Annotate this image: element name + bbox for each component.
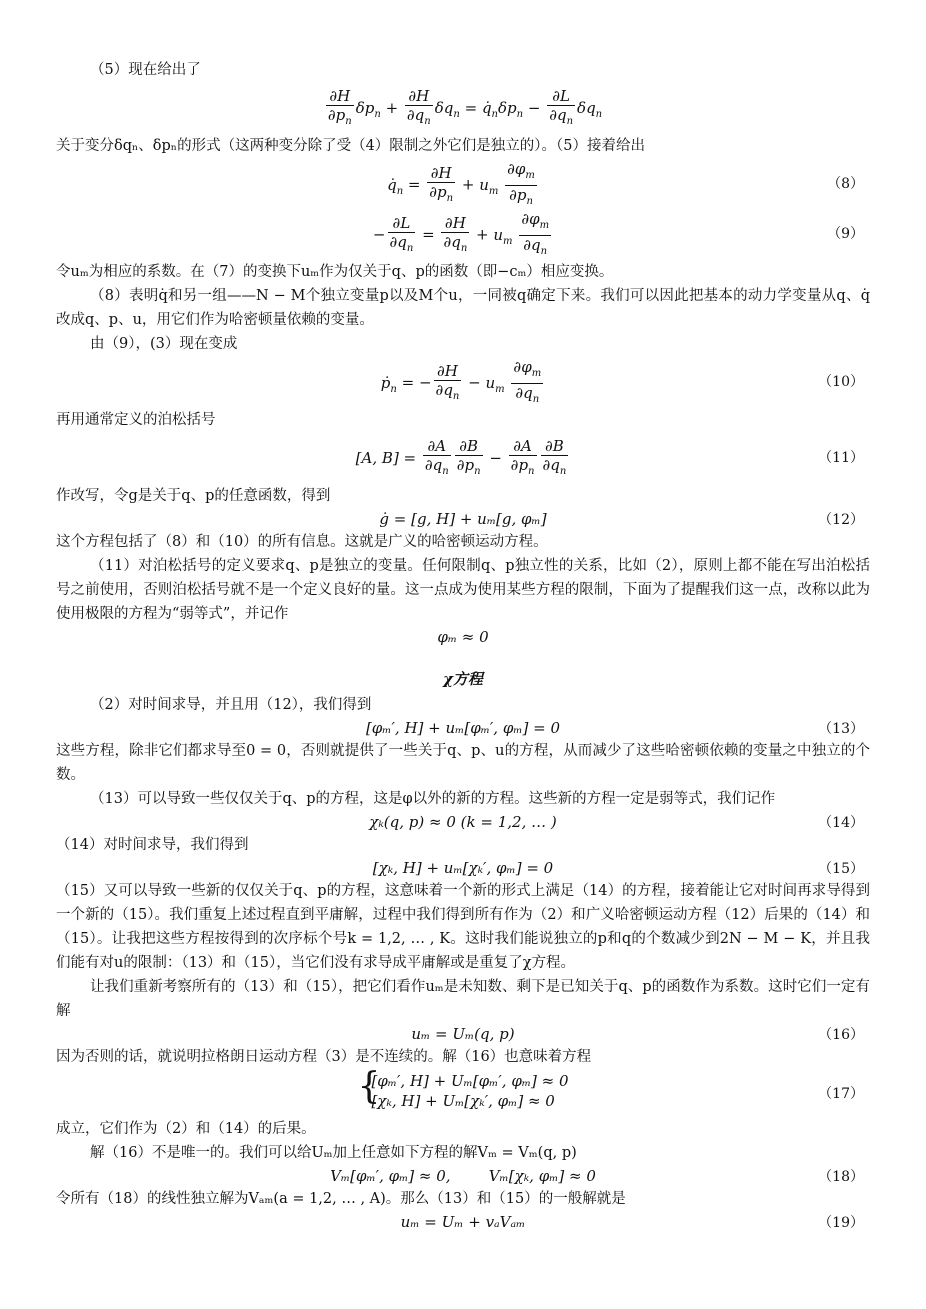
equation-number: （9） xyxy=(827,226,864,242)
paragraph: 令所有（18）的线性独立解为Vₐₘ(a = 1,2, … , A)。那么（13）和（15）的一般解就是 xyxy=(56,1191,626,1207)
equation-line: [χₖ, H] + Uₘ[χₖ′, φₘ] ≈ 0 xyxy=(371,1092,555,1110)
paragraph: （15）又可以导致一些新的仅仅关于q、p的方程，这意味着一个新的形式上满足（14）的方程，接着能让它对时间再求导得到一个新的（15）。我们重复上述过程直到平庸解，过程中我们得到所有作为（2）和广义哈密顿运动方程（12）后果的（14）和（15）。让我把这些方程按得到的次序标个号k = 1,2, … , K。这时我们能说独立的p和q的个数减少到2N − M − K，并且我们能有对u的限制：（13）和（15），当它们没有求导成平庸解或是重复了χ方程。 xyxy=(56,883,870,971)
equation-16 xyxy=(56,1025,870,1043)
equation-number: （8） xyxy=(827,176,864,192)
paragraph: 再用通常定义的泊松括号 xyxy=(56,412,216,428)
equation-line: { [φₘ′, H] + Uₘ[φₘ′, φₘ] ≈ 0 xyxy=(371,1072,569,1090)
paragraph: 成立，它们作为（2）和（14）的后果。 xyxy=(56,1121,316,1137)
paragraph: （13）可以导致一些仅仅关于q、p的方程，这是φ以外的新的方程。这些新的方程一定是弱等式，我们记作 xyxy=(90,791,776,807)
equation-19 xyxy=(56,1213,870,1231)
equation-number: （18） xyxy=(818,1169,864,1185)
paragraph: 让我们重新考察所有的（13）和（15），把它们看作uₘ是未知数、剩下是已知关于q、p的函数作为系数。这时它们一定有解 xyxy=(56,979,870,1019)
equation-text: Vₘ[φₘ′, φₘ] ≈ 0, Vₘ[χₖ, φₘ] ≈ 0 xyxy=(330,1167,596,1185)
equation-number: （10） xyxy=(818,374,864,390)
paragraph: （2）对时间求导，并且用（12），我们得到 xyxy=(90,697,372,713)
paragraph: 令uₘ为相应的系数。在（7）的变换下uₘ作为仅关于q、p的函数（即−cₘ）相应变换。 xyxy=(56,264,614,280)
paragraph: 解（16）不是唯一的。我们可以给Uₘ加上任意如下方程的解Vₘ = Vₘ(q, p) xyxy=(90,1145,577,1161)
equation-17 xyxy=(56,1071,870,1115)
equation-text: φₘ ≈ 0 xyxy=(437,628,489,646)
section-heading: χ方程 xyxy=(443,670,483,688)
paragraph: 这些方程，除非它们都求导至0 = 0，否则就提供了一些关于q、p、u的方程，从而减少了这些哈密顿依赖的变量之中独立的个数。 xyxy=(56,743,870,783)
paragraph: 由（9），(3）现在变成 xyxy=(90,336,238,352)
equation-number: （15） xyxy=(818,861,864,877)
equation-14 xyxy=(56,813,870,831)
equation-text: uₘ = Uₘ(q, p) xyxy=(411,1025,515,1043)
equation-15 xyxy=(56,859,870,877)
paragraph: 关于变分δqₙ、δpₙ的形式（这两种变分除了受（4）限制之外它们是独立的）。（5）接着给出 xyxy=(56,138,646,154)
equation-number: （19） xyxy=(818,1215,864,1231)
equation-variation: $\frac{\partial H}{\partial p_n}$ $\delta p_n$ + $\frac{\partial H}{\partial q_n}$ $\delta q_n$ = $q̇_n\delta p_n$ − $\frac{\partial L}{\partial q_n}$ $\delta q_n$ xyxy=(327,87,603,127)
equation-13 xyxy=(56,719,870,737)
equation-number: （11） xyxy=(818,450,864,466)
equation-18 xyxy=(56,1167,870,1185)
equation-11: [A, B] = $\frac{\partial A}{\partial q_n}$ $\frac{\partial B}{\partial p_n}$ − $\frac{\partial A}{\partial p_n}$ $\frac{\partial B}{\partial q_n}$ （11） xyxy=(56,434,870,482)
equation-text: [φₘ′, H] + uₘ[φₘ′, φₘ] = 0 xyxy=(365,719,561,737)
equation-8: $q̇_n$ = $\frac{\partial H}{\partial p_n}$ + $u_m$ $\frac{\partial\varphi_m}{\partial p_n}$ （8） xyxy=(387,160,864,207)
equation-text: [χₖ, H] + uₘ[χₖ′, φₘ] = 0 xyxy=(372,859,554,877)
equation-10: ṗ$_n$ = − $\frac{\partial H}{\partial q_n}$ − $u_m$ $\frac{\partial\varphi_m}{\partial q_n}$ （10） xyxy=(380,358,864,405)
equation-system xyxy=(357,1071,568,1111)
paragraph: （14）对时间求导，我们得到 xyxy=(56,837,249,853)
equation-number: （17） xyxy=(818,1086,864,1102)
equation-text: ġ = [g, H] + uₘ[g, φₘ] xyxy=(379,510,547,528)
paragraph: 作改写，令g是关于q、p的任意函数，得到 xyxy=(56,488,331,504)
paragraph: 这个方程包括了（8）和（10）的所有信息。这就是广义的哈密顿运动方程。 xyxy=(56,534,548,550)
equation-number: （12） xyxy=(818,512,864,528)
equation-weak xyxy=(56,628,870,646)
equation-12 xyxy=(56,510,870,528)
paragraph: （11）对泊松括号的定义要求q、p是独立的变量。任何限制q、p独立性的关系，比如（2），原则上都不能在写出泊松括号之前使用，否则泊松括号就不是一个定义良好的量。这一点成为使用某些方程的限制，下面为了提醒我们这一点，改称以此为使用极限的方程为“弱等式”，并记作 xyxy=(56,558,870,622)
equation-text: χₖ(q, p) ≈ 0 (k = 1,2, … ) xyxy=(369,813,557,831)
equation-number: （13） xyxy=(818,721,864,737)
paragraph: （8）表明q̇和另一组——N − M个独立变量p以及M个u，一同被q确定下来。我们可以因此把基本的动力学变量从q、q̇改成q、p、u，用它们作为哈密顿量依赖的变量。 xyxy=(56,288,870,328)
equation-number: （14） xyxy=(818,815,864,831)
document-page xyxy=(56,58,870,1233)
paragraph: 因为否则的话，就说明拉格朗日运动方程（3）是不连续的。解（16）也意味着方程 xyxy=(56,1049,592,1065)
equation-text: uₘ = Uₘ + vₐVₐₘ xyxy=(400,1213,526,1231)
equation-number: （16） xyxy=(818,1027,864,1043)
paragraph: （5）现在给出了 xyxy=(90,62,201,78)
equation-9: − $\frac{\partial L}{\partial q_n}$ = $\frac{\partial H}{\partial q_n}$ + $u_m$ $\frac{\partial\varphi_m}{\partial q_n}$ （9） xyxy=(372,210,864,257)
